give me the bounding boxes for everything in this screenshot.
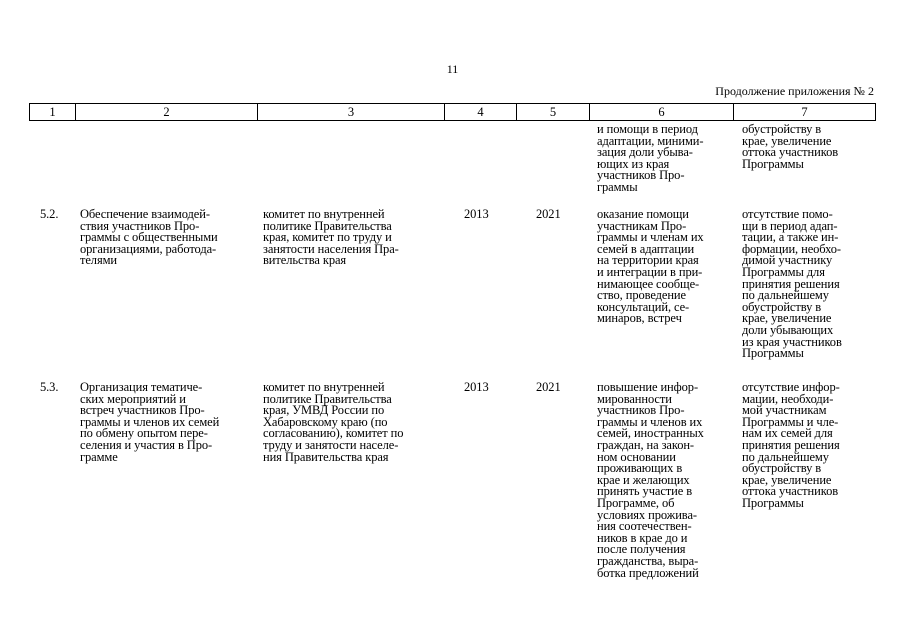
column-header-6: 6 [590,104,734,121]
expected-result: оказание помощи участникам Про- граммы и членам их семей в адаптации на территории края и интеграции в при- нимающее сообще- ство, проведение консультаций, се- минаров, встреч [597,207,704,326]
executor: комитет по внутренней политике Правительства края, УМВД России по Хабаровскому краю (по согласованию), комитет по труду и занятости населе- ния Правительства края [263,380,404,464]
expected-result: повышение инфор- мированности участников Про- граммы и членов их семей, иностранных граждан, на закон- ном основании проживающих в крае и желающих принять участие в Программе, об условиях прожива- ния соотечествен- ников в крае до и после получения гражданства, выра- ботка предложений [597,380,704,580]
end-year: 2021 [536,380,561,394]
end-year: 2021 [536,207,561,221]
continuation-label: Продолжение приложения № 2 [715,84,874,98]
start-year: 2013 [464,207,489,221]
column-header-3: 3 [258,104,445,121]
column-header-5: 5 [517,104,590,121]
page-number: 11 [446,62,459,76]
column-header-1: 1 [30,104,76,121]
carryover-consequence: обустройству в крае, увеличение оттока участников Программы [742,122,839,171]
measure-name: Обеспечение взаимодей- ствия участников Про- граммы с общественными организациями, работода- телями [80,207,218,268]
column-header-table [29,103,876,121]
non-implementation-consequence: отсутствие инфор- мации, необходи- мой участникам Программы и чле- нам их семей для принятия решения по дальнейшему обустройству в крае, увеличение оттока участников Программы [742,380,840,510]
row-number: 5.3. [40,380,59,394]
column-header-2: 2 [76,104,258,121]
row-number: 5.2. [40,207,59,221]
start-year: 2013 [464,380,489,394]
header-row [30,104,876,121]
column-header-7: 7 [734,104,876,121]
column-header-4: 4 [445,104,517,121]
executor: комитет по внутренней политике Правительства края, комитет по труду и занятости населения Пра- вительства края [263,207,399,268]
non-implementation-consequence: отсутствие помо- щи в период адап- тации, а также ин- формации, необхо- димой участнику Программы для принятия решения по дальнейшему обустройству в крае, увеличение доли убывающих из края участников Программы [742,207,842,361]
carryover-result: и помощи в период адаптации, миними- зация доли убыва- ющих из края участников Про- граммы [597,122,704,194]
measure-name: Организация тематиче- ских мероприятий и встреч участников Про- граммы и членов их семей по обмену опытом пере- селения и участия в Про- грамме [80,380,220,464]
